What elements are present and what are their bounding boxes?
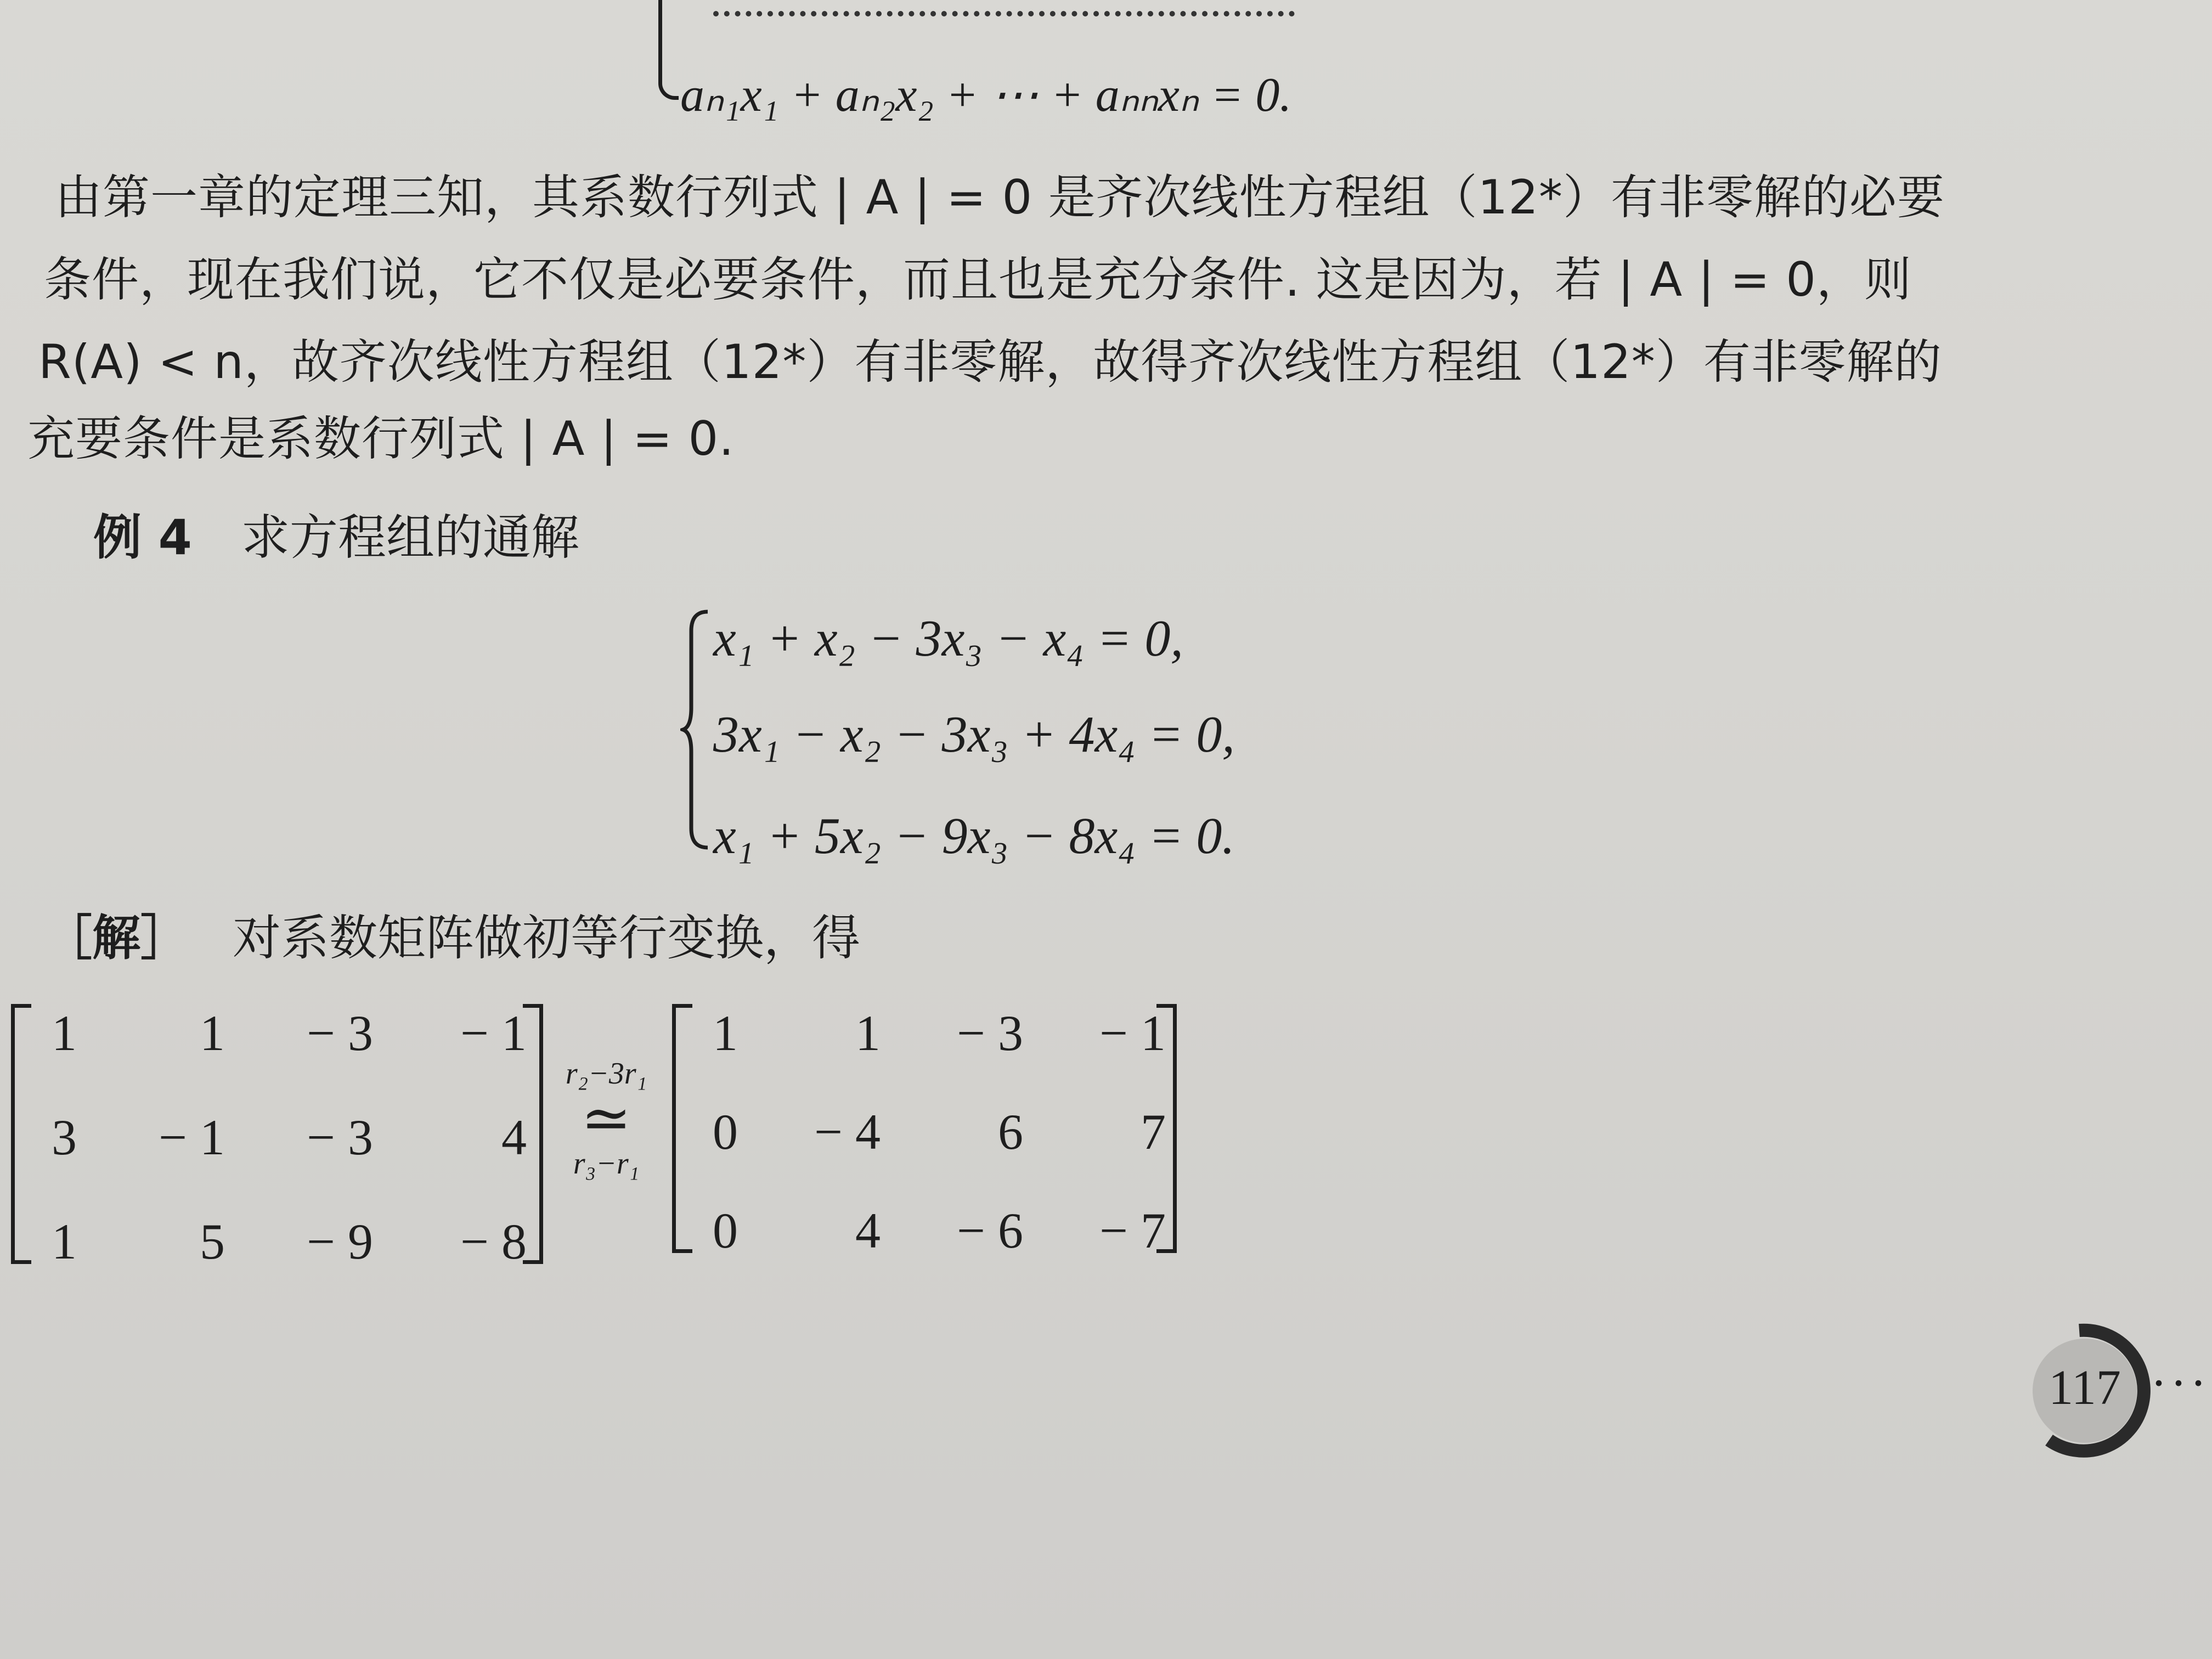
system-equation-2: 3x₁ − x₂ − 3x₃ + 4x₄ = 0, xyxy=(713,706,1235,763)
example-heading xyxy=(93,499,579,568)
matrix-left-cell: − 1 xyxy=(460,1005,527,1061)
matrix-right-cell: 1 xyxy=(855,1005,881,1061)
matrix-left-cell: − 3 xyxy=(307,1109,373,1165)
matrix-left-cell: − 1 xyxy=(159,1109,225,1165)
paragraph-line-1: 由第一章的定理三知，其系数行列式 | A | = 0 是齐次线性方程组（12*）有非零解的必要 xyxy=(55,170,1945,225)
solution-heading xyxy=(44,900,860,969)
matrix-right-cell: 4 xyxy=(855,1203,881,1259)
matrix-right-cell: − 1 xyxy=(1099,1005,1166,1061)
top-equation: aₙ₁x₁ + aₙ₂x₂ + ⋯ + aₙₙxₙ = 0. xyxy=(680,69,1292,122)
top-system-brace xyxy=(658,0,679,100)
matrix-right-cell: − 7 xyxy=(1099,1203,1166,1259)
example-text: 求方程组的通解 xyxy=(241,509,579,566)
matrix-left-cell: 1 xyxy=(52,1214,77,1269)
transform-symbol: ≃ xyxy=(580,1085,632,1152)
matrix-right-cell: 1 xyxy=(713,1005,738,1061)
matrix-right-cell: − 4 xyxy=(814,1104,881,1160)
brace-shape xyxy=(680,609,713,850)
matrix-right-cell: − 3 xyxy=(957,1005,1023,1061)
paragraph-line-2: 条件，现在我们说，它不仅是必要条件，而且也是充分条件. 这是因为，若 | A | = 0，则 xyxy=(44,252,1912,307)
top-dotted-row xyxy=(713,11,1295,16)
matrix-right-cell: 0 xyxy=(713,1203,738,1259)
matrix-left-cell: − 3 xyxy=(307,1005,373,1061)
matrix-left-cell: − 9 xyxy=(307,1214,373,1269)
system-equation-1: x₁ + x₂ − 3x₃ − x₄ = 0, xyxy=(713,610,1183,667)
matrix-left-cell: 4 xyxy=(501,1109,527,1165)
transform-top: r₂−3r₁ xyxy=(565,1057,647,1091)
page-number-dots: ··· xyxy=(2151,1356,2210,1410)
matrix-left-cell: 1 xyxy=(52,1005,77,1061)
paragraph-line-3: R(A) < n，故齐次线性方程组（12*）有非零解，故得齐次线性方程组（12*）有非零解的 xyxy=(38,335,1942,390)
matrix-left-cell: 1 xyxy=(200,1005,225,1061)
matrix-left-cell: − 8 xyxy=(460,1214,527,1269)
solution-text: 对系数矩阵做初等行变换，得 xyxy=(233,910,861,966)
matrix-left xyxy=(11,1004,543,1267)
matrix-left-cell: 5 xyxy=(200,1214,225,1269)
paragraph-line-4: 充要条件是系数行列式 | A | = 0. xyxy=(27,411,735,466)
page-number: 117 xyxy=(2049,1361,2121,1415)
transform-bottom: r₃−r₁ xyxy=(573,1147,640,1181)
page-number-badge xyxy=(2019,1322,2156,1459)
matrix-right-cell: 0 xyxy=(713,1104,738,1160)
matrix-left-cell: 3 xyxy=(52,1109,77,1165)
system-brace xyxy=(680,609,713,850)
example-label: 例 4 xyxy=(93,509,192,566)
matrix-right xyxy=(672,1004,1177,1267)
matrix-right-cell: 6 xyxy=(998,1104,1023,1160)
matrix-right-cell: − 6 xyxy=(957,1203,1023,1259)
solution-label: ［解］ xyxy=(44,910,189,966)
matrix-right-cell: 7 xyxy=(1141,1104,1166,1160)
paragraph xyxy=(27,159,1959,488)
system-equation-3: x₁ + 5x₂ − 9x₃ − 8x₄ = 0. xyxy=(713,808,1235,865)
